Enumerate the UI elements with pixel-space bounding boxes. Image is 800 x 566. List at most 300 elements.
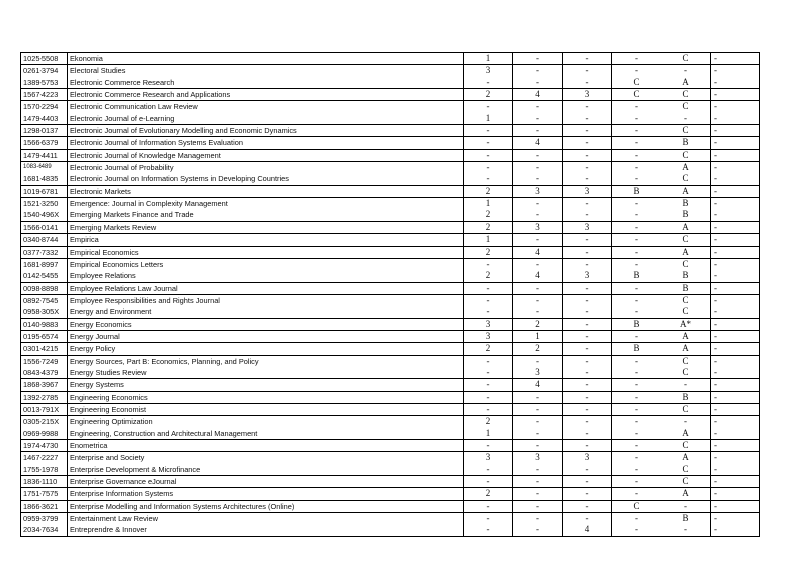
journal-title-cell: Entreprendre & Innover [68, 524, 464, 535]
journal-title-cell: Empirical Economics [68, 247, 464, 258]
rank-col-5: C [661, 259, 711, 270]
journal-title-cell: Energy Systems [68, 379, 464, 390]
table-row [20, 89, 760, 100]
journal-title-cell: Electronic Journal on Information Systems in Developing Countries [68, 173, 464, 184]
rank-col-4: - [635, 488, 638, 499]
rank-col-6: - [711, 319, 760, 330]
journal-title-cell: Employee Responsibilities and Rights Journal [68, 295, 464, 306]
rank-col-4: - [635, 209, 638, 220]
rank-col-4: - [635, 234, 638, 245]
issn-cell: 1751-7575 [20, 488, 68, 499]
journal-title-cell: Ekonomia [68, 53, 464, 64]
table-row [20, 404, 760, 415]
rank-col-1: - [464, 283, 513, 294]
journal-title-cell: Employee Relations [68, 270, 464, 281]
issn-cell: 0959-3799 [20, 513, 68, 524]
table-row-group [20, 295, 760, 319]
table-row [20, 101, 760, 112]
rank-col-1: - [464, 440, 513, 451]
issn-cell: 1521-3250 [20, 198, 68, 209]
rank-col-4: - [635, 246, 638, 257]
rank-col-3: - [563, 331, 612, 342]
rank-col-2: - [513, 464, 563, 475]
rank-col-5: A [661, 331, 711, 342]
table-row [20, 501, 760, 512]
rank-col-1: 1 [464, 53, 513, 64]
journal-title-cell: Energy Journal [68, 331, 464, 342]
rank-col-6: - [711, 198, 760, 209]
rank-col-5: C [661, 440, 711, 451]
table-row [20, 222, 760, 233]
rank-col-6: - [711, 501, 760, 512]
rank-col-2: 2 [513, 319, 563, 330]
rank-col-4: C [633, 500, 640, 511]
rank-col-6: - [711, 428, 760, 439]
rank-col-2: - [513, 283, 563, 294]
journal-title-cell: Empirica [68, 234, 464, 245]
rank-col-3: - [563, 198, 612, 209]
journal-title-cell: Enterprise Governance eJournal [68, 476, 464, 487]
table-row-group [20, 356, 760, 380]
rank-col-6: - [711, 125, 760, 136]
journal-title-cell: Electronic Communication Law Review [68, 101, 464, 112]
rank-col-4: - [635, 513, 638, 524]
rank-col-5: C [661, 295, 711, 306]
rank-col-5: C [661, 125, 711, 136]
rank-col-1: 3 [464, 65, 513, 76]
table-row [20, 198, 760, 209]
table-row-group [20, 53, 760, 65]
rank-col-5: A [661, 488, 711, 499]
rank-col-6: - [711, 331, 760, 342]
table-row-group [20, 501, 760, 513]
journal-title-cell: Enterprise Modelling and Information Systems Architectures (Online) [68, 501, 464, 512]
table-row [20, 488, 760, 499]
journal-title-cell: Engineering Economics [68, 392, 464, 403]
rank-col-2: - [513, 53, 563, 64]
rank-col-5: A [661, 77, 711, 88]
rank-col-2: 4 [513, 137, 563, 148]
issn-cell: 1479-4403 [20, 113, 68, 124]
journal-title-cell: Engineering Economist [68, 404, 464, 415]
rank-col-3: - [563, 65, 612, 76]
rank-col-1: - [464, 367, 513, 378]
rank-col-5: C [661, 53, 711, 64]
table-row-group [20, 488, 760, 500]
rank-col-4: - [635, 440, 638, 450]
rank-col-5: A [661, 343, 711, 354]
rank-col-3: - [563, 513, 612, 524]
rank-col-6: - [711, 440, 760, 451]
rank-col-6: - [711, 247, 760, 258]
table-row-group [20, 125, 760, 137]
rank-col-6: - [711, 173, 760, 184]
table-row [20, 209, 760, 220]
rank-col-4: - [635, 391, 638, 402]
table-row [20, 150, 760, 161]
rank-col-2: - [513, 295, 563, 306]
rank-col-6: - [711, 343, 760, 354]
issn-cell: 0301-4215 [20, 343, 68, 354]
rank-col-2: - [513, 392, 563, 403]
table-row-group [20, 65, 760, 89]
rank-col-5: C [661, 476, 711, 487]
table-row [20, 306, 760, 317]
rank-col-4: - [635, 101, 638, 112]
issn-cell: 1540-496X [20, 209, 68, 220]
rank-col-2: 3 [513, 367, 563, 378]
rank-col-2: - [513, 209, 563, 220]
rank-col-4: B [633, 343, 640, 354]
rank-col-3: - [563, 209, 612, 220]
table-row-group [20, 259, 760, 283]
rank-col-4: B [633, 270, 640, 281]
rank-col-1: 2 [464, 343, 513, 354]
rank-col-4: - [635, 379, 638, 390]
rank-col-3: - [563, 501, 612, 512]
issn-cell: 1974-4730 [20, 440, 68, 451]
rank-col-3: - [563, 343, 612, 354]
rank-col-4: - [635, 258, 638, 269]
issn-cell: 1570-2294 [20, 101, 68, 112]
rank-col-6: - [711, 392, 760, 403]
journal-title-cell: Energy Economics [68, 319, 464, 330]
table-row [20, 295, 760, 306]
journal-title-cell: Employee Relations Law Journal [68, 283, 464, 294]
rank-col-1: 1 [464, 428, 513, 439]
rank-col-5: C [661, 306, 711, 317]
rank-col-3: - [563, 488, 612, 499]
rank-col-6: - [711, 464, 760, 475]
issn-cell: 1681-4835 [20, 173, 68, 184]
table-row [20, 343, 760, 354]
table-row [20, 186, 760, 197]
rank-col-5: C [661, 356, 711, 367]
table-row [20, 513, 760, 524]
rank-col-5: A [661, 428, 711, 439]
issn-cell: 0377-7332 [20, 247, 68, 258]
rank-col-3: - [563, 259, 612, 270]
table-row [20, 476, 760, 487]
rank-col-6: - [711, 222, 760, 233]
issn-cell: 1467-2227 [20, 452, 68, 463]
rank-col-6: - [711, 162, 760, 173]
journal-title-cell: Electronic Journal of Probability [68, 162, 464, 173]
rank-col-3: - [563, 125, 612, 136]
rank-col-6: - [711, 270, 760, 281]
rank-col-6: - [711, 259, 760, 270]
table-row-group [20, 89, 760, 101]
rank-col-4: - [635, 427, 638, 438]
rank-col-2: - [513, 416, 563, 427]
rank-col-2: 2 [513, 343, 563, 354]
rank-col-3: 3 [563, 89, 612, 100]
issn-cell: 1836-1110 [20, 476, 68, 487]
rank-col-2: - [513, 513, 563, 524]
rank-col-1: 2 [464, 222, 513, 233]
rank-col-5: C [661, 367, 711, 378]
table-row [20, 137, 760, 148]
rank-col-5: - [661, 501, 711, 512]
rank-col-4: - [635, 463, 638, 474]
rank-col-1: 2 [464, 186, 513, 197]
issn-cell: 1025-5508 [20, 53, 68, 64]
issn-cell: 1681-8997 [20, 259, 68, 270]
rank-col-5: B [661, 270, 711, 281]
rank-col-6: - [711, 150, 760, 161]
table-row-group [20, 101, 760, 125]
rank-col-1: - [464, 306, 513, 317]
rank-col-2: - [513, 259, 563, 270]
journal-title-cell: Electronic Markets [68, 186, 464, 197]
rank-col-6: - [711, 283, 760, 294]
table-row-group [20, 379, 760, 391]
journal-title-cell: Enterprise Development & Microfinance [68, 464, 464, 475]
rank-col-3: - [563, 173, 612, 184]
table-row [20, 173, 760, 184]
issn-cell: 1083-6489 [20, 162, 68, 173]
table-row-group [20, 137, 760, 149]
table-row [20, 319, 760, 330]
rank-col-1: - [464, 125, 513, 136]
issn-cell: 0340-8744 [20, 234, 68, 245]
rank-col-1: - [464, 295, 513, 306]
rank-col-4: C [633, 89, 640, 100]
rank-col-5: - [661, 524, 711, 535]
rank-col-6: - [711, 306, 760, 317]
rank-col-2: 4 [513, 270, 563, 281]
rank-col-5: C [661, 150, 711, 161]
rank-col-3: - [563, 476, 612, 487]
rank-col-1: 3 [464, 331, 513, 342]
issn-cell: 0013-791X [20, 404, 68, 415]
journal-title-cell: Enterprise Information Systems [68, 488, 464, 499]
rank-col-4: - [635, 173, 638, 184]
table-row-group [20, 392, 760, 404]
rank-col-3: - [563, 392, 612, 403]
rank-col-6: - [711, 513, 760, 524]
rank-col-2: - [513, 356, 563, 367]
rank-col-1: - [464, 379, 513, 390]
rank-col-3: 3 [563, 270, 612, 281]
rank-col-4: - [635, 125, 638, 136]
table-row [20, 452, 760, 463]
rank-col-3: - [563, 113, 612, 124]
table-row [20, 379, 760, 390]
rank-col-2: 3 [513, 452, 563, 463]
rank-col-2: - [513, 77, 563, 88]
issn-cell: 0140-9883 [20, 319, 68, 330]
table-row [20, 113, 760, 124]
rank-col-2: - [513, 125, 563, 136]
rank-col-2: - [513, 173, 563, 184]
rank-col-3: - [563, 464, 612, 475]
rank-col-2: - [513, 488, 563, 499]
rank-col-3: 3 [563, 186, 612, 197]
rank-col-3: - [563, 306, 612, 317]
rank-col-2: - [513, 501, 563, 512]
rank-col-2: - [513, 404, 563, 415]
rank-col-1: - [464, 173, 513, 184]
rank-col-4: - [635, 198, 638, 209]
table-row-group [20, 222, 760, 234]
rank-col-4: - [635, 65, 638, 76]
rank-col-5: B [661, 137, 711, 148]
journal-rankings-table [20, 52, 760, 537]
rank-col-5: C [661, 101, 711, 112]
issn-cell: 0261-3794 [20, 65, 68, 76]
rank-col-2: - [513, 101, 563, 112]
rank-col-2: 3 [513, 186, 563, 197]
rank-col-1: - [464, 101, 513, 112]
table-row [20, 440, 760, 451]
issn-cell: 0195-6574 [20, 331, 68, 342]
table-row [20, 234, 760, 245]
rank-col-5: B [661, 198, 711, 209]
rank-col-6: - [711, 416, 760, 427]
rank-col-3: 4 [563, 524, 612, 535]
table-row-group [20, 404, 760, 416]
rank-col-3: - [563, 319, 612, 330]
rank-col-4: - [635, 112, 638, 123]
rank-col-6: - [711, 186, 760, 197]
rank-col-6: - [711, 452, 760, 463]
rank-col-4: - [635, 452, 638, 463]
rank-col-4: - [635, 366, 638, 377]
rank-col-6: - [711, 113, 760, 124]
issn-cell: 0142-5455 [20, 270, 68, 281]
rank-col-1: 2 [464, 488, 513, 499]
table-row [20, 416, 760, 427]
rank-col-4: - [635, 403, 638, 414]
issn-cell: 0305-215X [20, 416, 68, 427]
journal-title-cell: Electronic Journal of Information Systems Evaluation [68, 137, 464, 148]
rank-col-3: 3 [563, 222, 612, 233]
table-row [20, 53, 760, 64]
journal-title-cell: Energy Policy [68, 343, 464, 354]
rank-col-2: - [513, 162, 563, 173]
issn-cell: 0098-8898 [20, 283, 68, 294]
rank-col-3: - [563, 367, 612, 378]
rank-col-6: - [711, 476, 760, 487]
rank-col-6: - [711, 209, 760, 220]
rank-col-1: 2 [464, 270, 513, 281]
journal-title-cell: Electronic Journal of e-Learning [68, 113, 464, 124]
rank-col-1: 1 [464, 234, 513, 245]
rank-col-3: - [563, 53, 612, 64]
rank-col-5: A [661, 222, 711, 233]
table-row [20, 428, 760, 439]
table-row-group [20, 416, 760, 440]
table-row [20, 392, 760, 403]
rank-col-1: - [464, 464, 513, 475]
rank-col-5: A [661, 186, 711, 197]
rank-col-3: - [563, 428, 612, 439]
rank-col-1: 2 [464, 89, 513, 100]
rank-col-2: - [513, 198, 563, 209]
table-row [20, 283, 760, 294]
rank-col-1: - [464, 392, 513, 403]
rank-col-3: 3 [563, 452, 612, 463]
journal-title-cell: Emerging Markets Review [68, 222, 464, 233]
rank-col-3: - [563, 379, 612, 390]
rank-col-6: - [711, 379, 760, 390]
journal-title-cell: Energy and Environment [68, 306, 464, 317]
rank-col-5: - [661, 416, 711, 427]
rank-col-2: - [513, 524, 563, 535]
table-row [20, 77, 760, 88]
rank-col-5: C [661, 173, 711, 184]
rank-col-5: B [661, 392, 711, 403]
rank-col-3: - [563, 137, 612, 148]
rank-col-4: - [635, 416, 638, 427]
journal-title-cell: Energy Studies Review [68, 367, 464, 378]
table-row-group [20, 198, 760, 222]
rank-col-1: - [464, 77, 513, 88]
rank-col-3: - [563, 234, 612, 245]
rank-col-5: C [661, 89, 711, 100]
rank-col-2: 4 [513, 379, 563, 390]
issn-cell: 0892-7545 [20, 295, 68, 306]
table-row-group [20, 513, 760, 536]
issn-cell: 1566-6379 [20, 137, 68, 148]
table-row-group [20, 162, 760, 186]
table-row [20, 259, 760, 270]
rank-col-4: - [635, 306, 638, 317]
issn-cell: 1567-4223 [20, 89, 68, 100]
rank-col-1: - [464, 150, 513, 161]
table-row-group [20, 331, 760, 343]
rank-col-4: - [635, 524, 638, 535]
rank-col-5: A [661, 452, 711, 463]
table-row-group [20, 283, 760, 295]
rank-col-6: - [711, 488, 760, 499]
table-row [20, 524, 760, 535]
issn-cell: 0843-4379 [20, 367, 68, 378]
table-row [20, 247, 760, 258]
journal-title-cell: Engineering Optimization [68, 416, 464, 427]
rank-col-2: - [513, 65, 563, 76]
rank-col-2: - [513, 306, 563, 317]
rank-col-1: 2 [464, 247, 513, 258]
rank-col-5: C [661, 234, 711, 245]
rank-col-4: C [633, 76, 640, 87]
rank-col-5: C [661, 404, 711, 415]
rank-col-3: - [563, 101, 612, 112]
journal-title-cell: Enterprise and Society [68, 452, 464, 463]
issn-cell: 1019-6781 [20, 186, 68, 197]
journal-title-cell: Emergence: Journal in Complexity Management [68, 198, 464, 209]
rank-col-3: - [563, 162, 612, 173]
table-row [20, 125, 760, 136]
rank-col-2: 4 [513, 89, 563, 100]
rank-col-5: C [661, 464, 711, 475]
rank-col-1: - [464, 513, 513, 524]
journal-title-cell: Electronic Commerce Research and Applications [68, 89, 464, 100]
journal-title-cell: Emerging Markets Finance and Trade [68, 209, 464, 220]
table-row-group [20, 452, 760, 476]
table-row [20, 367, 760, 378]
rank-col-2: 3 [513, 222, 563, 233]
journal-title-cell: Electronic Commerce Research [68, 77, 464, 88]
rank-col-1: 1 [464, 198, 513, 209]
table-row-group [20, 319, 760, 331]
rank-col-6: - [711, 367, 760, 378]
rank-col-1: - [464, 476, 513, 487]
rank-col-1: 1 [464, 113, 513, 124]
table-row-group [20, 476, 760, 488]
rank-col-3: - [563, 77, 612, 88]
